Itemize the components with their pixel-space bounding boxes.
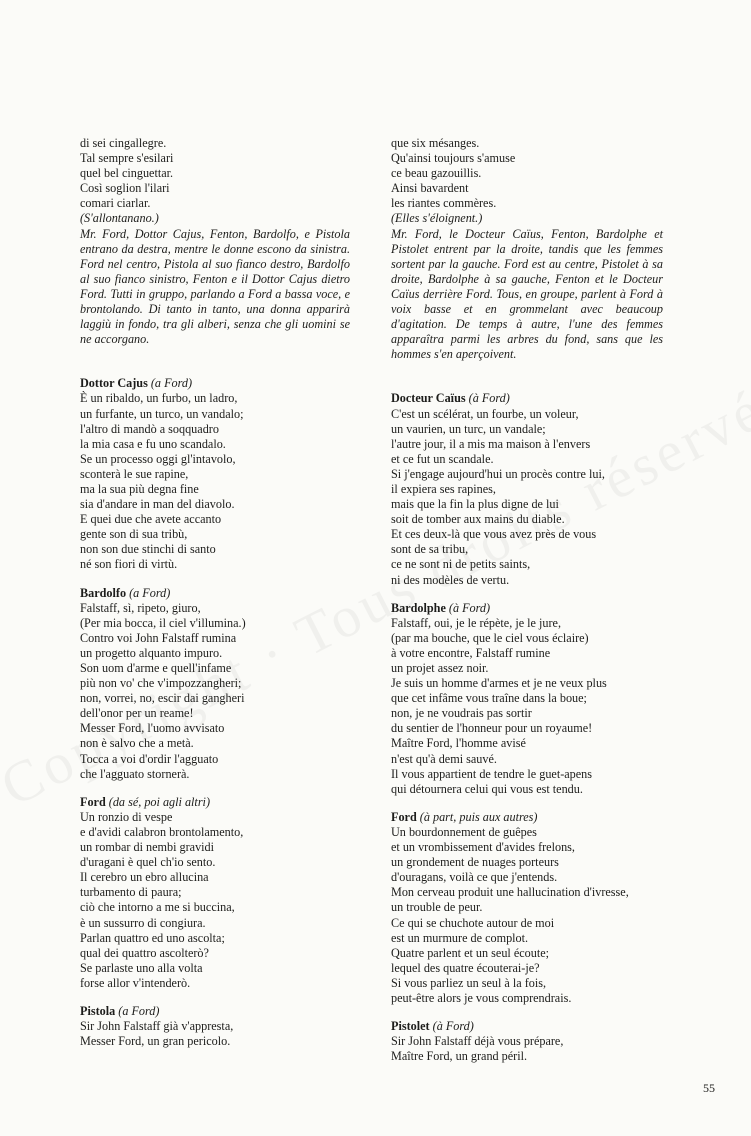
verse-line: ciò che intorno a me si buccina, <box>80 900 235 915</box>
verse-line: l'autre jour, il a mis ma maison à l'envers <box>391 436 591 451</box>
verse-line: que six mésanges. <box>391 136 480 150</box>
speech-block <box>80 1004 350 1049</box>
verse-line: un furfante, un turco, un vandalo; <box>80 406 244 421</box>
stage-direction: Mr. Ford, le Docteur Caïus, Fenton, Bardolphe et Pistolet entrent par la droite, tandis que les femmes sortent par la gauche. Ford est au centre, Pistolet à sa droite, Bardolphe à sa gauche, Fenton et le Docteur Caïus derrière Ford. Tous, en groupe, parlent à Ford à voix basse et en grommelant avec beaucoup d'agitation. De temps à autre, l'une des femmes apparaîtra parmi les arbres du fond, sans que les hommes s'en aperçoivent. <box>391 226 663 362</box>
speaker-direction: (a Ford) <box>129 585 171 600</box>
verse-line: Maître Ford, l'homme avisé <box>391 736 526 751</box>
verse-line: il expiera ses rapines, <box>391 481 496 496</box>
verse-line: Falstaff, oui, je le répète, je le jure, <box>391 615 561 630</box>
verse-line: né son fiori di virtù. <box>80 557 178 572</box>
verse-line: comari ciarlar. <box>80 196 151 211</box>
verse-line: Si j'engage aujourd'hui un procès contre lui, <box>391 466 605 481</box>
verse-line: sconterà le sue rapine, <box>80 466 189 481</box>
verse-line: est un murmure de complot. <box>391 930 529 945</box>
speech-block <box>80 376 350 572</box>
verse-line: soit de tomber aux mains du diable. <box>391 512 565 527</box>
verse-line: un vaurien, un turc, un vandale; <box>391 421 546 436</box>
verse-line: non son due stinchi di santo <box>80 542 216 557</box>
verse-line: Ce qui se chuchote autour de moi <box>391 915 555 930</box>
verse-line: Ainsi bavardent <box>391 181 469 196</box>
french-column <box>391 136 663 1064</box>
verse-line: Il cerebro un ebro allucina <box>80 870 209 885</box>
intro-verse <box>391 136 663 227</box>
verse-line: Messer Ford, l'uomo avvisato <box>80 721 225 736</box>
intro-verse <box>80 136 350 227</box>
aside: (Elles s'éloignent.) <box>391 211 483 226</box>
speech-block <box>391 810 663 1006</box>
verse-line: un grondement de nuages porteurs <box>391 855 559 870</box>
verse-line: che l'agguato stornerà. <box>80 766 190 781</box>
verse-line: (Per mia bocca, il ciel v'illumina.) <box>80 615 246 630</box>
speaker-direction: (a Ford) <box>150 376 193 391</box>
verse-line: d'ouragans, voilà ce que j'entends. <box>391 870 558 885</box>
verse-line: dell'onor per un reame! <box>80 706 194 721</box>
speaker-name: Docteur Caïus <box>391 391 466 406</box>
verse-line: Così soglion l'ilari <box>80 181 170 196</box>
verse-line: qual dei quattro ascolterò? <box>80 945 209 960</box>
verse-line: ce beau gazouillis. <box>391 166 482 181</box>
verse-line: più non vo' che v'impozzangheri; <box>80 676 242 691</box>
verse-line: C'est un scélérat, un fourbe, un voleur, <box>391 406 579 421</box>
verse-line: Son uom d'arme e quell'infame <box>80 661 232 675</box>
verse-line: un rombar di nembi gravidi <box>80 840 215 855</box>
verse-line: Se un processo oggi gl'intavolo, <box>80 451 236 466</box>
verse-line: di sei cingallegre. <box>80 136 167 150</box>
speaker-name: Pistola <box>80 1003 116 1018</box>
verse-line: turbamento di paura; <box>80 885 182 900</box>
verse-line: Maître Ford, un grand péril. <box>391 1049 528 1064</box>
speaker-name: Dottor Cajus <box>80 376 148 391</box>
page-number: 55 <box>703 1081 715 1095</box>
verse-line: Messer Ford, un gran pericolo. <box>80 1034 231 1049</box>
aside: (S'allontanano.) <box>80 211 159 226</box>
verse-line: la mia casa e fu uno scandalo. <box>80 436 226 451</box>
verse-line: ma la sua più degna fine <box>80 481 199 496</box>
verse-line: et un vrombissement d'avides frelons, <box>391 840 575 855</box>
verse-line: e d'avidi calabron brontolamento, <box>80 824 244 839</box>
verse-line: Se parlaste uno alla volta <box>80 960 203 975</box>
verse-line: ni des modèles de vertu. <box>391 572 510 587</box>
verse-line: Qu'ainsi toujours s'amuse <box>391 151 516 166</box>
speaker-direction: (à Ford) <box>468 391 510 406</box>
verse-line: Sir John Falstaff già v'appresta, <box>80 1019 234 1034</box>
speaker-name: Bardolphe <box>391 600 446 615</box>
verse-line: forse allor v'intenderò. <box>80 975 191 990</box>
italian-column <box>80 136 350 1049</box>
verse-line: d'uragani è quel ch'io sento. <box>80 855 216 870</box>
verse-line: les riantes commères. <box>391 196 497 211</box>
speech-block <box>391 601 663 797</box>
verse-line: Un bourdonnement de guêpes <box>391 824 537 839</box>
speaker-name: Pistolet <box>391 1019 430 1034</box>
verse-line: Contro voi John Falstaff rumina <box>80 630 237 645</box>
verse-line: Si vous parliez un seul à la fois, <box>391 975 547 990</box>
verse-line: ce ne sont ni de petits saints, <box>391 557 531 572</box>
verse-line: non, je ne voudrais pas sortir <box>391 706 532 721</box>
speaker-direction: (à Ford) <box>432 1019 474 1034</box>
verse-line: E quei due che avete accanto <box>80 512 222 527</box>
verse-line: qui détournera celui qui vous est tendu. <box>391 781 583 796</box>
verse-line: et ce fut un scandale. <box>391 451 494 466</box>
verse-line: Un ronzio di vespe <box>80 809 173 824</box>
verse-line: Parlan quattro ed uno ascolta; <box>80 930 225 945</box>
speaker-name: Bardolfo <box>80 585 127 600</box>
verse-line: è un sussurro di congiura. <box>80 915 206 930</box>
speaker-direction: (da sé, poi agli altri) <box>108 794 211 809</box>
verse-line: sia d'andare in man del diavolo. <box>80 497 235 512</box>
verse-line: Sir John Falstaff déjà vous prépare, <box>391 1034 564 1049</box>
verse-line: Mon cerveau produit une hallucination d'ivresse, <box>391 885 629 900</box>
speech-block <box>80 586 350 782</box>
speaker-name: Ford <box>80 794 106 809</box>
speech-block <box>391 1019 663 1064</box>
speech-block <box>391 391 663 587</box>
verse-line: Quatre parlent et un seul écoute; <box>391 945 550 960</box>
verse-line: à votre encontre, Falstaff rumine <box>391 645 551 660</box>
verse-line: un progetto alquanto impuro. <box>80 645 223 660</box>
verse-line: peut-être alors je vous comprendrais. <box>391 990 572 1005</box>
speech-block <box>80 795 350 991</box>
verse-line: Et ces deux-là que vous avez près de vous <box>391 527 597 542</box>
verse-line: non è salvo che a metà. <box>80 736 194 751</box>
verse-line: gente son di sua tribù, <box>80 527 188 542</box>
verse-line: Je suis un homme d'armes et je ne veux plus <box>391 676 607 691</box>
verse-line: non, vorrei, no, escir dai gangheri <box>80 691 245 706</box>
verse-line: Falstaff, sì, ripeto, giuro, <box>80 600 201 615</box>
verse-line: l'altro di mandò a soqquadro <box>80 421 219 436</box>
verse-line: quel bel cinguettar. <box>80 166 174 181</box>
verse-line: sont de sa tribu, <box>391 542 469 557</box>
verse-line: (par ma bouche, que le ciel vous éclaire) <box>391 630 589 645</box>
verse-line: lequel des quatre écouterai-je? <box>391 960 540 975</box>
verse-line: que cet infâme vous traîne dans la boue; <box>391 691 587 706</box>
verse-line: du sentier de l'honneur pour un royaume! <box>391 721 593 736</box>
speaker-name: Ford <box>391 809 417 824</box>
verse-line: n'est qu'à demi sauvé. <box>391 751 497 766</box>
verse-line: Tal sempre s'esilari <box>80 151 174 166</box>
speaker-direction: (a Ford) <box>118 1003 160 1018</box>
verse-line: Il vous appartient de tendre le guet-apens <box>391 766 593 781</box>
verse-line: un trouble de peur. <box>391 900 483 915</box>
verse-line: Tocca a voi d'ordir l'agguato <box>80 751 219 766</box>
speaker-direction: (à part, puis aux autres) <box>419 809 538 824</box>
verse-line: un projet assez noir. <box>391 661 489 675</box>
verse-line: mais que la fin la plus digne de lui <box>391 497 559 512</box>
verse-line: È un ribaldo, un furbo, un ladro, <box>80 391 238 406</box>
speaker-direction: (à Ford) <box>448 600 491 615</box>
stage-direction: Mr. Ford, Dottor Cajus, Fenton, Bardolfo, e Pistola entrano da destra, mentre le donne escono da sinistra. Ford nel centro, Pistola al suo fianco destro, Bardolfo al suo fianco sinistro, Fenton e il Dottor Cajus dietro Ford. Tutti in gruppo, parlando a Ford a bassa voce, e brontolando. Di tanto in tanto, una donna apparirà laggiù in fondo, tra gli alberi, senza che gli uomini se ne accorgano. <box>80 226 350 347</box>
